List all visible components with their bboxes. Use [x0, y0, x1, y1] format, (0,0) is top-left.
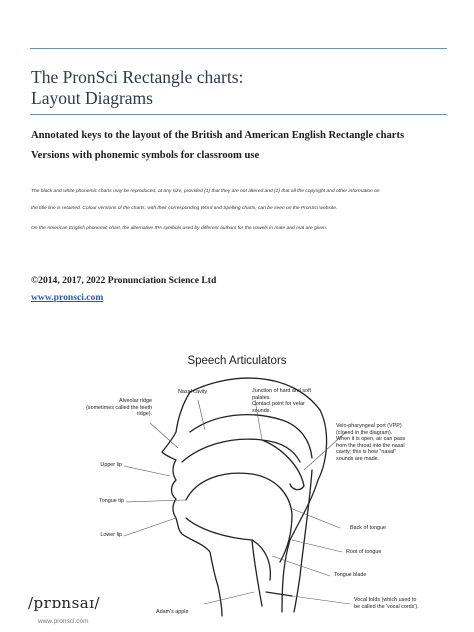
- american-chart-note: On the American English phonemic chart, the alternative IPA symbols used by different authors for the vowels in mate and mat are given.: [31, 226, 328, 231]
- label-lower-lip: Lower lip: [100, 532, 122, 538]
- vocal-folds: [266, 592, 292, 596]
- velum: [262, 440, 304, 490]
- label-upper-lip: Upper lip: [100, 462, 122, 468]
- palate: [182, 439, 300, 462]
- larynx: [252, 540, 262, 606]
- label-adams-apple: Adam's apple: [156, 609, 189, 615]
- tongue: [186, 473, 292, 562]
- label-vocal-folds: Vocal folds (which used to be called the 'vocal cords').: [354, 597, 419, 610]
- title-line-2: Layout Diagrams: [31, 88, 153, 108]
- label-tongue-tip: Tongue tip: [99, 498, 124, 504]
- label-alveolar-ridge: Alveolar ridge (sometimes called the teeth ridge).: [86, 398, 152, 418]
- figure-title: Speech Articulators: [187, 355, 287, 367]
- label-tongue-blade: Tongue blade: [334, 572, 367, 578]
- label-root-of-tongue: Root of tongue: [346, 549, 382, 555]
- label-hard-soft-palates: Junction of hard and soft palates. Contact point for velar sounds.: [252, 388, 312, 414]
- subtitle-1: Annotated keys to the layout of the British and American English Rectangle charts: [31, 130, 405, 141]
- copyright-notice-2: the title line is retained. Colour versions of the charts, with their corresponding Word and Spelling charts, can be seen on the PronSci website.: [31, 206, 338, 211]
- label-nasal-cavity: Nasal cavity: [178, 389, 208, 395]
- jaw: [186, 518, 270, 580]
- face-profile: [162, 392, 222, 616]
- footer-url: www.pronsci.com: [38, 618, 89, 625]
- label-back-of-tongue: Back of tongue: [350, 525, 386, 531]
- label-velo-pharyngeal-port: Velo-pharyngeal port (VPP) (closed in the diagram). When it is open, air can pass from the throat into the nasal cavity; this is how "nasal" sounds are made.: [336, 423, 406, 462]
- subtitle-2: Versions with phonemic symbols for classroom use: [31, 150, 260, 161]
- copyright-notice-1: The black and white phonemic charts may be reproduced, at any size, provided (1) that they are not altered and (2) that all the copyright and other information on: [31, 189, 380, 194]
- copyright-line: ©2014, 2017, 2022 Pronunciation Science Ltd: [31, 275, 217, 286]
- website-link[interactable]: www.pronsci.com: [31, 292, 104, 303]
- pronsci-logo: /prɒnsaɪ/: [28, 594, 101, 612]
- title-line-1: The PronSci Rectangle charts:: [31, 67, 244, 87]
- nasal-cavity: [190, 415, 312, 458]
